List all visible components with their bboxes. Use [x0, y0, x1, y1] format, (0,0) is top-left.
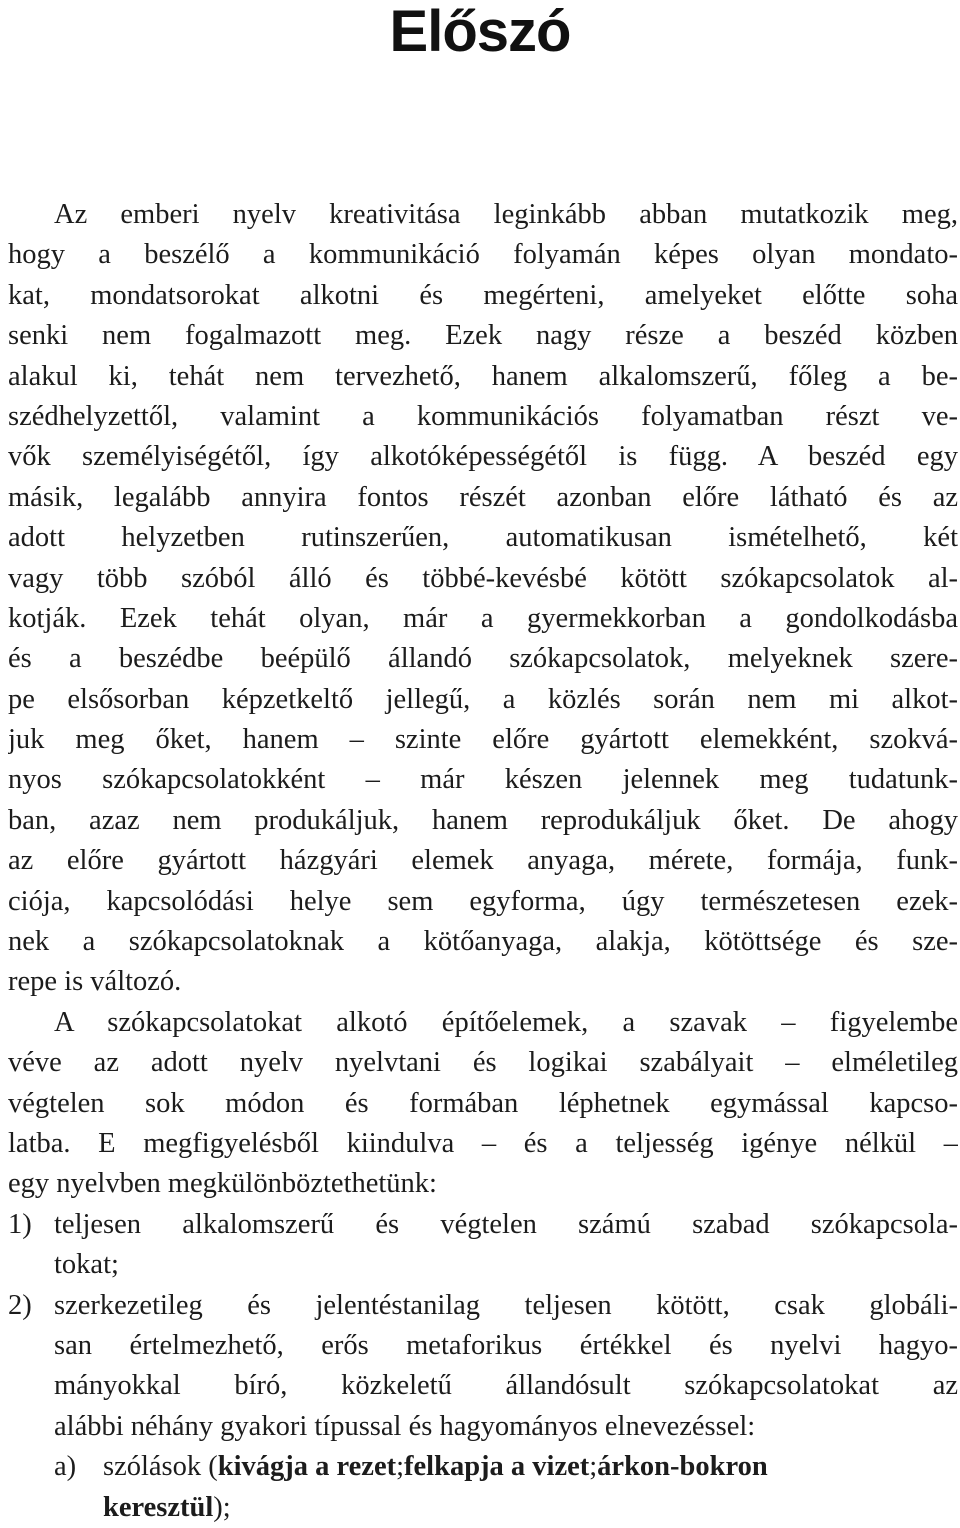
text-line: vők személyiségétől, így alkotóképességétől is függ. A beszéd egy: [8, 441, 958, 473]
text-line: vagy több szóból álló és többé-kevésbé kötött szókapcsolatok al-: [8, 562, 958, 594]
text-line: hogy a beszélő a kommunikáció folyamán képes olyan mondato-: [8, 239, 958, 271]
text-line: senki nem fogalmazott meg. Ezek nagy része a beszéd közben: [8, 320, 958, 352]
text-line: ban, azaz nem produkáljuk, hanem reprodukáljuk őket. De ahogy: [8, 804, 958, 836]
example-2: felkapja a vizet: [404, 1451, 590, 1483]
text-line: nyos szókapcsolatokként – már készen jelennek meg tudatunk-: [8, 764, 958, 796]
text-line: alakul ki, tehát nem tervezhető, hanem alkalomszerű, főleg a be-: [8, 360, 958, 392]
text-line: alábbi néhány gyakori típussal és hagyományos elnevezéssel:: [54, 1410, 756, 1442]
text-line: nek a szókapcsolatoknak a kötőanyaga, alakja, kötöttsége és sze-: [8, 926, 958, 958]
text-line: Az emberi nyelv kreativitása leginkább abban mutatkozik meg,: [54, 199, 958, 230]
text-line: ciója, kapcsolódási helye sem egyforma, úgy természetesen ezek-: [8, 885, 958, 917]
text-line: tokat;: [54, 1249, 119, 1281]
text-line: másik, legalább annyira fontos részét azonban előre látható és az: [8, 481, 958, 513]
text-line: kotják. Ezek tehát olyan, már a gyermekkorban a gondolkodásba: [8, 602, 958, 634]
text-line: szédhelyzettől, valamint a kommunikációs folyamatban részt ve-: [8, 400, 958, 432]
list-item-marker: 2): [8, 1289, 32, 1321]
sublist-intro: szólások (kivágja a rezet;felkapja a vizet;árkon-bokron: [103, 1451, 768, 1483]
text-line: az előre gyártott házgyári elemek anyaga, mérete, formája, funk-: [8, 845, 958, 877]
text-line: véve az adott nyelv nyelvtani és logikai szabályait – elméletileg: [8, 1047, 958, 1079]
text-line: teljesen alkalomszerű és végtelen számú szabad szókapcsola-: [54, 1208, 958, 1240]
text-line: A szókapcsolatokat alkotó építőelemek, a szavak – figyelembe: [54, 1006, 958, 1038]
text-line: végtelen sok módon és formában léphetnek egymással kapcso-: [8, 1087, 958, 1119]
numbered-list: [8, 1205, 958, 1447]
text-line: juk meg őket, hanem – szinte előre gyártott elemekként, szokvá-: [8, 724, 958, 756]
list-subitem-marker: a): [54, 1451, 77, 1483]
text-line: szerkezetileg és jelentéstanilag teljesen kötött, csak globáli-: [54, 1289, 958, 1321]
example-3a: árkon-bokron: [597, 1451, 768, 1483]
example-3b: keresztül: [103, 1491, 214, 1523]
text-line: és a beszédbe beépülő állandó szókapcsolatok, melyeknek szere-: [8, 643, 958, 675]
list-item: [8, 1205, 958, 1286]
text-line: mányokkal bíró, közkeletű állandósult szókapcsolatokat az: [54, 1370, 958, 1402]
page-title: Előszó: [389, 0, 571, 64]
text-line: san értelmezhető, erős metaforikus értékkel és nyelvi hagyo-: [54, 1329, 958, 1361]
paragraph-1: [8, 195, 958, 1003]
body-text: [8, 195, 958, 1528]
text-line: repe is változó.: [8, 966, 182, 998]
list-item: [8, 1286, 958, 1448]
paragraph-2: [8, 1003, 958, 1205]
text-line: latba. E megfigyelésből kiindulva – és a teljesség igénye nélkül –: [8, 1128, 958, 1159]
text-line: adott helyzetben rutinszerűen, automatikusan ismételhető, két: [8, 522, 958, 554]
text-line: kat, mondatsorokat alkotni és megérteni, amelyeket előtte soha: [8, 279, 958, 311]
list-item-marker: 1): [8, 1208, 32, 1240]
text-line: pe elsősorban képzetkeltő jellegű, a közlés során nem mi alkot-: [8, 683, 958, 715]
list-subitem-a: a) szólások (kivágja a rezet;felkapja a vizet;árkon-bokron keresztül);: [8, 1447, 958, 1528]
text-line: egy nyelvben megkülönböztethetünk:: [8, 1168, 437, 1200]
example-1: kivágja a rezet: [217, 1451, 397, 1483]
